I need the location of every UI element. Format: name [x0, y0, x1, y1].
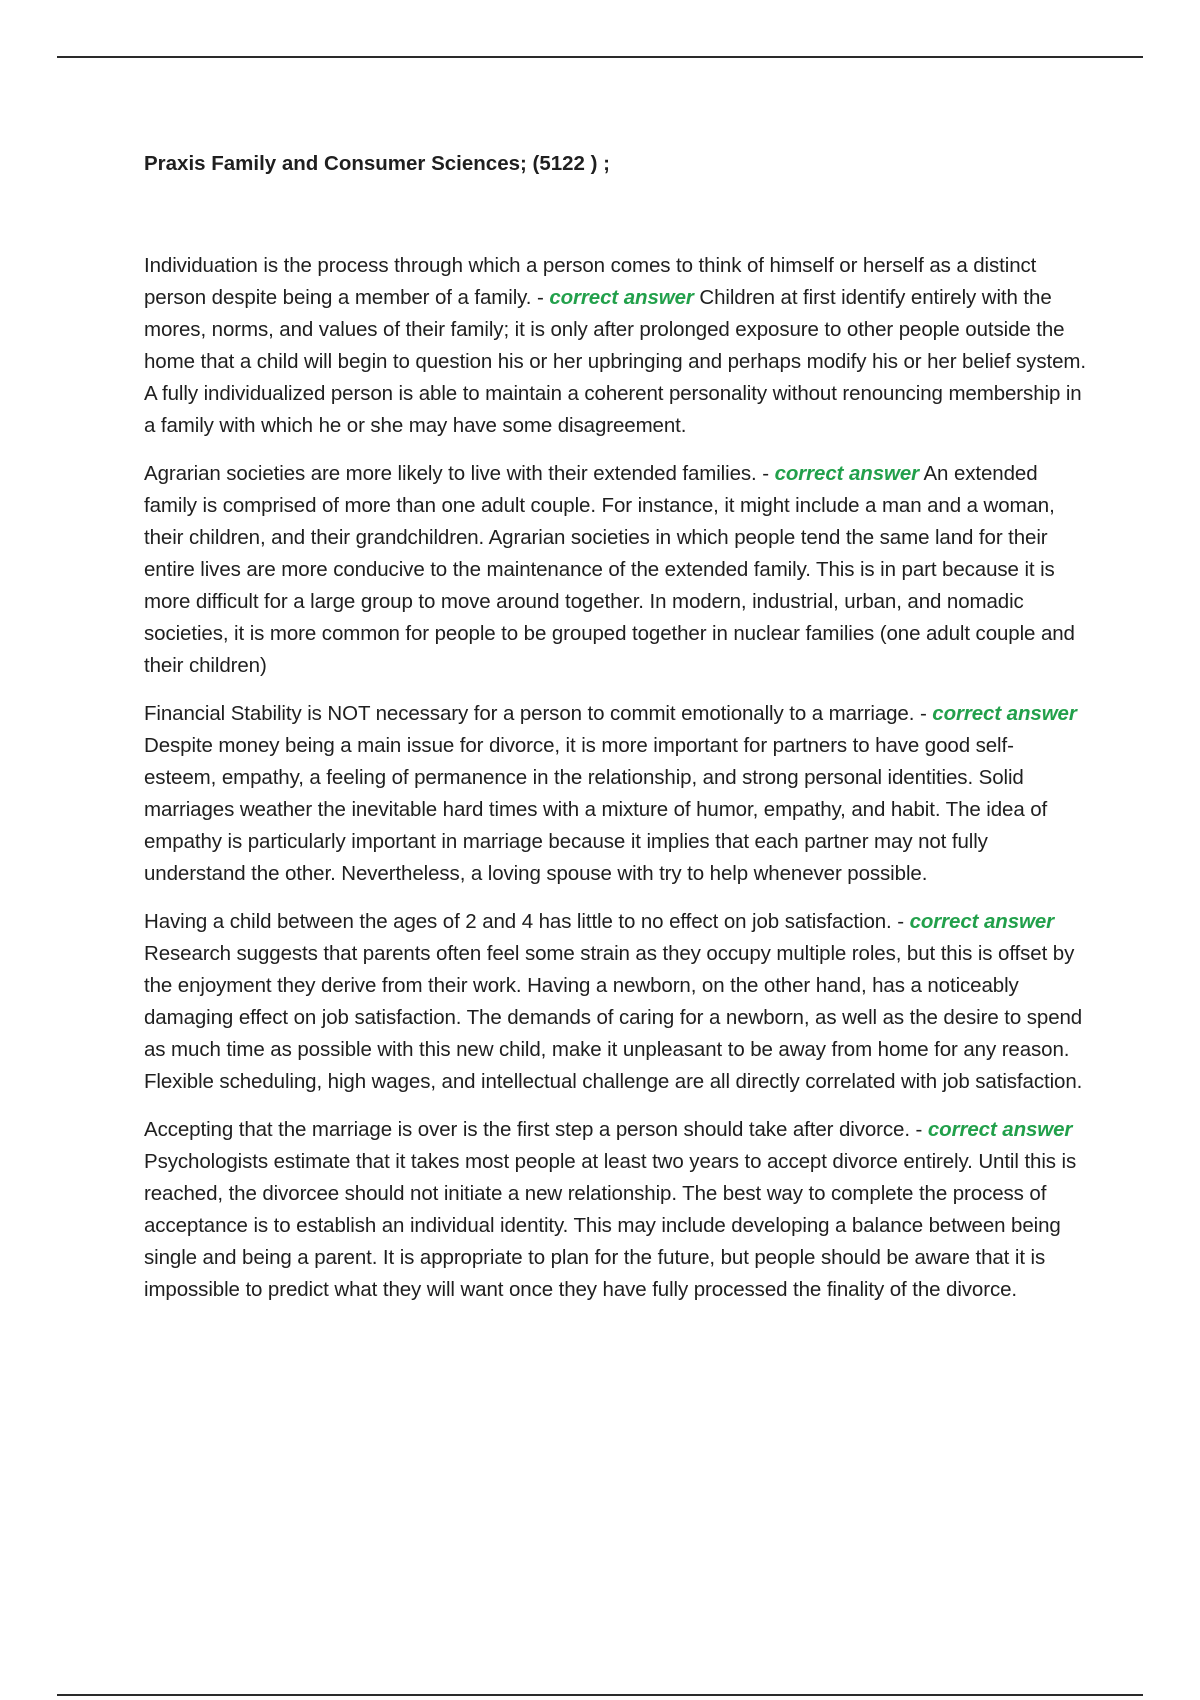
correct-answer-tag: correct answer	[549, 286, 694, 309]
answer-text: Despite money being a main issue for divorce, it is more important for partners to have good self-esteem, empathy, a feeling of permanence in the relationship, and strong personal identities. Solid marriages weather the inevitable hard times with a mixture of humor, empathy, and habit. The idea of empathy is particularly important in marriage because it implies that each partner may not fully understand the other. Nevertheless, a loving spouse with try to help whenever possible.	[144, 734, 1048, 885]
question-text: Individuation is the process through which a person comes to think of himself or herself as a distinct person despite being a member of a family.	[144, 254, 1037, 309]
separator: -	[909, 1118, 928, 1141]
correct-answer-tag: correct answer	[774, 462, 920, 485]
correct-answer-tag: correct answer	[927, 1118, 1073, 1141]
page-title: Praxis Family and Consumer Sciences; (5122 ) ;	[144, 152, 610, 175]
document-body	[144, 148, 1086, 1322]
qa-entry	[144, 1114, 1086, 1306]
separator: -	[756, 462, 775, 485]
separator: -	[531, 286, 550, 309]
question-text: Agrarian societies are more likely to live with their extended families.	[144, 462, 757, 485]
answer-text: Psychologists estimate that it takes most people at least two years to accept divorce entirely. Until this is reached, the divorcee should not initiate a new relationship. The best way to complete the process of acceptance is to establish an individual identity. This may include developing a balance between being single and being a parent. It is appropriate to plan for the future, but people should be aware that it is impossible to predict what they will want once they have fully processed the finality of the divorce.	[144, 1150, 1077, 1301]
top-rule	[57, 56, 1143, 58]
qa-entry	[144, 250, 1086, 442]
question-text: Accepting that the marriage is over is the first step a person should take after divorce.	[144, 1118, 910, 1141]
separator: -	[891, 910, 910, 933]
question-text: Financial Stability is NOT necessary for a person to commit emotionally to a marriage.	[144, 702, 915, 725]
qa-entry	[144, 458, 1086, 682]
qa-entry	[144, 698, 1086, 890]
qa-entry	[144, 906, 1086, 1098]
question-text: Having a child between the ages of 2 and 4 has little to no effect on job satisfaction.	[144, 910, 892, 933]
answer-text: Children at first identify entirely with the mores, norms, and values of their family; it is only after prolonged exposure to other people outside the home that a child will begin to question his or her upbringing and perhaps modify his or her belief system. A fully individualized person is able to maintain a coherent personality without renouncing membership in a family with which he or she may have some disagreement.	[144, 286, 1086, 437]
correct-answer-tag: correct answer	[909, 910, 1055, 933]
separator: -	[914, 702, 933, 725]
answer-text: An extended family is comprised of more than one adult couple. For instance, it might include a man and a woman, their children, and their grandchildren. Agrarian societies in which people tend the same land for their entire lives are more conducive to the maintenance of the extended family. This is in part because it is more difficult for a large group to move around together. In modern, industrial, urban, and nomadic societies, it is more common for people to be grouped together in nuclear families (one adult couple and their children)	[144, 462, 1075, 677]
bottom-rule	[57, 1694, 1143, 1696]
correct-answer-tag: correct answer	[932, 702, 1077, 725]
answer-text: Research suggests that parents often feel some strain as they occupy multiple roles, but this is offset by the enjoyment they derive from their work. Having a newborn, on the other hand, has a noticeably damaging effect on job satisfaction. The demands of caring for a newborn, as well as the desire to spend as much time as possible with this new child, make it unpleasant to be away from home for any reason. Flexible scheduling, high wages, and intellectual challenge are all directly correlated with job satisfaction.	[144, 942, 1083, 1093]
